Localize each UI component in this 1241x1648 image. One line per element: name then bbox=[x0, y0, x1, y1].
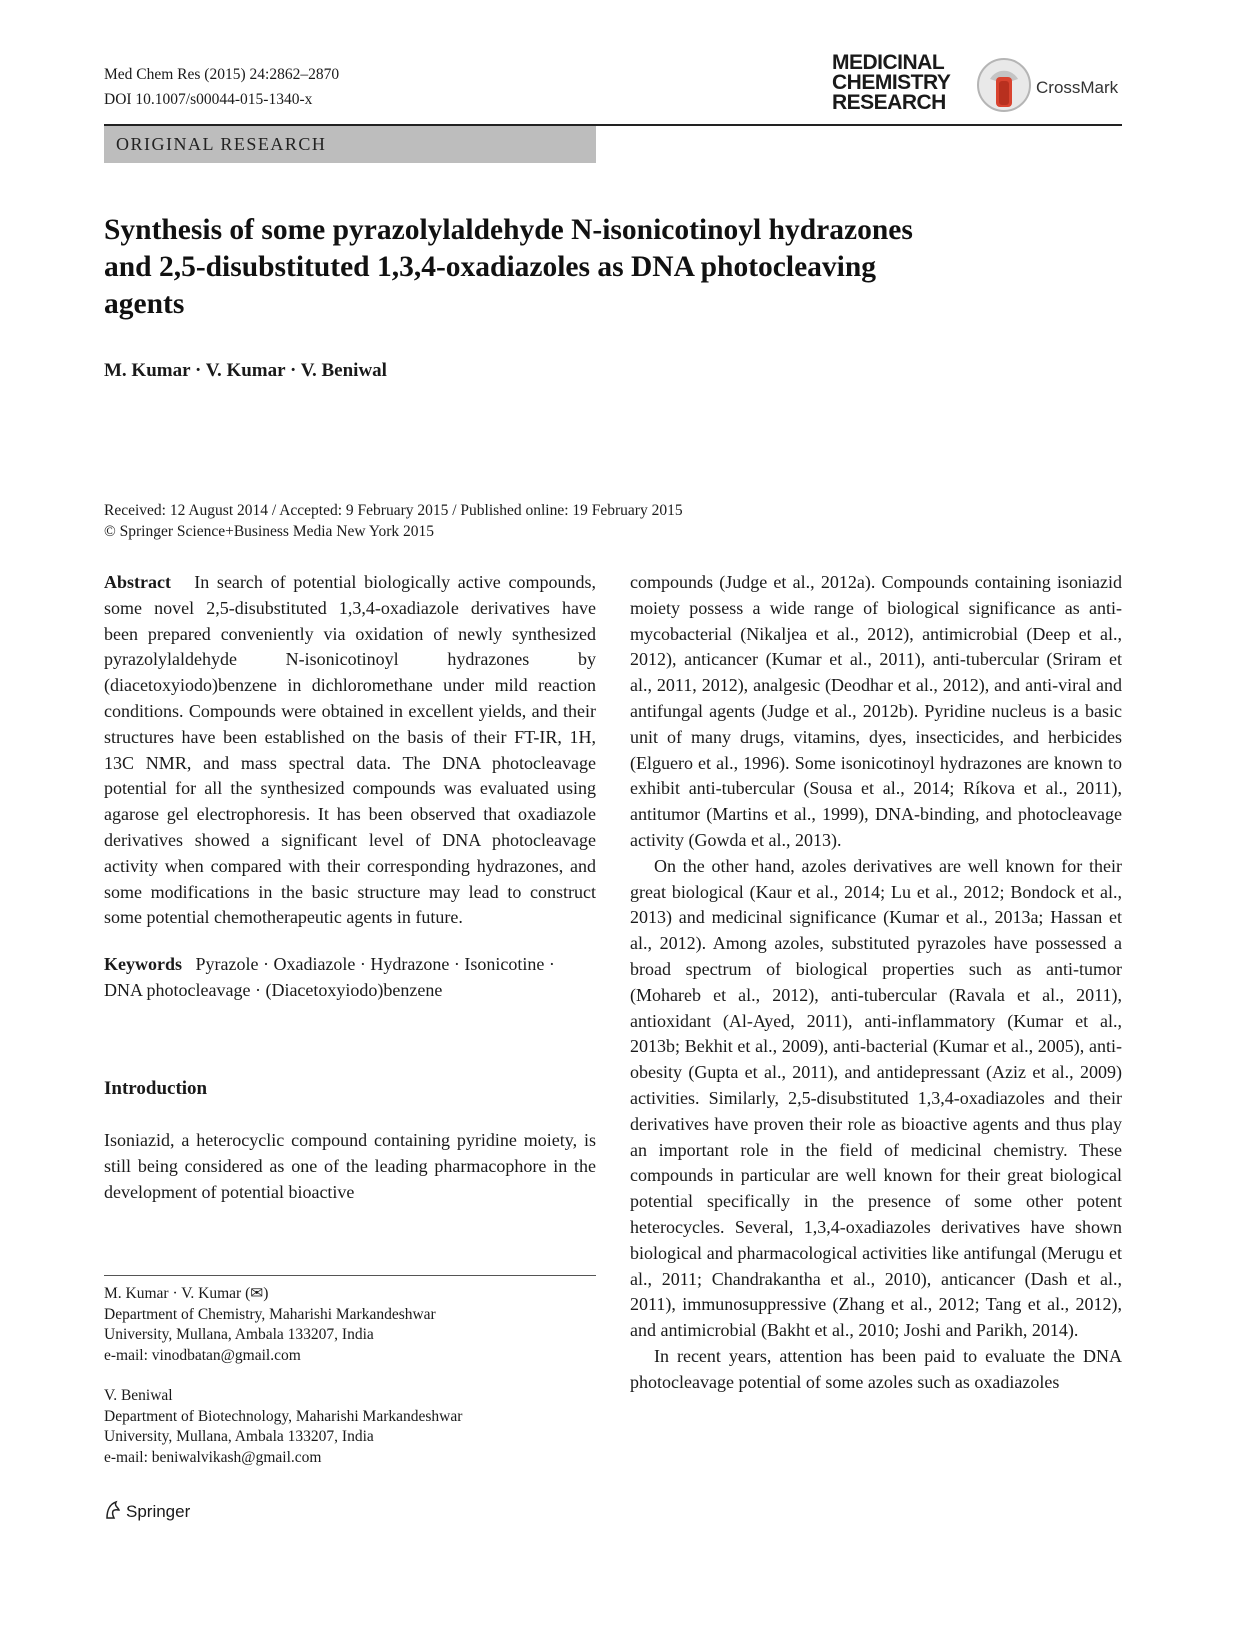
keywords-text: Pyrazole · Oxadiazole · Hydrazone · Isonicotine · DNA photocleavage · (Diacetoxyiodo)benzene bbox=[104, 954, 555, 1000]
copyright: © Springer Science+Business Media New York 2015 bbox=[104, 523, 435, 540]
keywords bbox=[104, 952, 596, 1004]
abstract-text: In search of potential biologically active compounds, some novel 2,5-disubstituted 1,3,4-oxadiazole derivatives have been prepared conveniently via oxidation of newly synthesized pyrazolylaldehyde N-isonicotinoyl hydrazones by (diacetoxyiodo)benzene in dichloromethane under mild reaction conditions. Compounds were obtained in excellent yields, and their structures have been established on the basis of their FT-IR, 1H, 13C NMR, and mass spectral data. The DNA photocleavage potential for all the synthesized compounds was evaluated using agarose gel electrophoresis. It has been observed that oxadiazole derivatives showed a significant level of DNA photocleavage activity when compared with their corresponding hydrazones, and some modifications in the basic structure may lead to construct some potential chemotherapeutic agents in future. bbox=[104, 572, 597, 928]
article-title bbox=[104, 212, 1104, 323]
journal-logo-line-3: RESEARCH bbox=[832, 91, 946, 114]
section-banner bbox=[104, 126, 596, 163]
affiliation-2 bbox=[104, 1386, 596, 1468]
section-banner-label: ORIGINAL RESEARCH bbox=[116, 134, 327, 154]
affiliation-1-univ: University, Mullana, Ambala 133207, India bbox=[104, 1326, 374, 1343]
abstract-label: Abstract bbox=[104, 572, 171, 592]
abstract bbox=[104, 570, 596, 931]
journal-logo-line-1: MEDICINAL bbox=[832, 51, 945, 74]
journal-logo-line-2: CHEMISTRY bbox=[832, 71, 951, 94]
affiliation-2-email[interactable]: e-mail: beniwalvikash@gmail.com bbox=[104, 1448, 322, 1466]
author-list: M. Kumar · V. Kumar · V. Beniwal bbox=[104, 360, 387, 381]
affiliation-1-dept: Department of Chemistry, Maharishi Markandeshwar bbox=[104, 1305, 436, 1323]
crossmark-icon[interactable] bbox=[976, 57, 1032, 118]
springer-horse-icon bbox=[104, 1500, 122, 1525]
affiliation-1-email[interactable]: e-mail: vinodbatan@gmail.com bbox=[104, 1346, 301, 1364]
introduction-heading: Introduction bbox=[104, 1078, 208, 1099]
body-para-1: compounds (Judge et al., 2012a). Compounds containing isoniazid moiety possess a wide range of biological significance as anti-mycobacterial (Nikaljea et al., 2012), antimicrobial (Deep et al., 2012), anticancer (Kumar et al., 2011), anti-tubercular (Sriram et al., 2011, 2012), analgesic (Deodhar et al., 2012), and anti-viral and antifungal agents (Judge et al., 2012b). Pyridine nucleus is a basic unit of many drugs, vitamins, dyes, insecticides, and herbicides (Elguero et al., 1996). Some isonicotinoyl hydrazones are known to exhibit anti-tubercular (Sousa et al., 2014; Ríkova et al., 2011), antitumor (Martins et al., 1999), DNA-binding, and photocleavage activity (Gowda et al., 2013). bbox=[630, 572, 1122, 850]
body-right-column bbox=[630, 570, 1122, 1396]
title-line-1: Synthesis of some pyrazolylaldehyde N-isonicotinoyl hydrazones bbox=[104, 214, 913, 246]
body-para-2: On the other hand, azoles derivatives are well known for their great biological (Kaur et al., 2014; Lu et al., 2012; Bondock et al., 2013) and medicinal significance (Kumar et al., 2013a; Hassan et al., 2012). Among azoles, substituted pyrazoles have possessed a broad spectrum of biological properties such as anti-tumor (Mohareb et al., 2012), anti-tubercular (Ravala et al., 2011), antioxidant (Al-Ayed, 2011), anti-inflammatory (Kumar et al., 2013b; Bekhit et al., 2009), anti-bacterial (Kumar et al., 2005), anti-obesity (Gupta et al., 2011), and antidepressant (Aziz et al., 2009) activities. Similarly, 2,5-disubstituted 1,3,4-oxadiazoles and their derivatives have proven their role as bioactive agents and thus play an important role in the field of medicinal chemistry. These compounds in particular are well known for their great biological potential specifically in the presence of some other potent heterocycles. Several, 1,3,4-oxadiazoles derivatives have shown biological and pharmacological activities like antifungal (Merugu et al., 2011; Chandrakantha et al., 2010), anticancer (Dash et al., 2011), immunosuppressive (Zhang et al., 2012; Tang et al., 2012), and antimicrobial (Bakht et al., 2010; Joshi and Parikh, 2014). bbox=[630, 855, 1122, 1341]
introduction-paragraph bbox=[104, 1128, 596, 1205]
title-line-2: and 2,5-disubstituted 1,3,4-oxadiazoles as DNA photocleaving bbox=[104, 251, 877, 283]
intro-para-1: Isoniazid, a heterocyclic compound containing pyridine moiety, is still being considered as one of the leading pharmacophore in the development of potential bioactive bbox=[104, 1130, 596, 1202]
article-dates bbox=[104, 500, 683, 542]
footnote-rule bbox=[104, 1275, 596, 1276]
journal-logo bbox=[832, 53, 950, 113]
keywords-label: Keywords bbox=[104, 954, 182, 974]
affiliation-2-name: V. Beniwal bbox=[104, 1387, 173, 1404]
affiliation-1 bbox=[104, 1284, 596, 1366]
body-para-3: In recent years, attention has been paid to evaluate the DNA photocleavage potential of some azoles such as oxadiazoles bbox=[630, 1345, 1122, 1392]
crossmark-label[interactable]: CrossMark bbox=[1036, 78, 1119, 97]
doi[interactable]: DOI 10.1007/s00044-015-1340-x bbox=[104, 91, 313, 108]
affiliation-1-names: M. Kumar · V. Kumar (✉) bbox=[104, 1285, 269, 1302]
affiliation-2-dept: Department of Biotechnology, Maharishi Markandeshwar bbox=[104, 1407, 463, 1425]
publisher-footer bbox=[104, 1500, 190, 1525]
history-dates: Received: 12 August 2014 / Accepted: 9 February 2015 / Published online: 19 February 2015 bbox=[104, 502, 683, 519]
title-line-3: agents bbox=[104, 288, 185, 320]
journal-meta bbox=[104, 62, 339, 112]
journal-citation: Med Chem Res (2015) 24:2862–2870 bbox=[104, 66, 340, 83]
affiliation-2-univ: University, Mullana, Ambala 133207, India bbox=[104, 1428, 374, 1445]
publisher-name: Springer bbox=[126, 1502, 191, 1521]
